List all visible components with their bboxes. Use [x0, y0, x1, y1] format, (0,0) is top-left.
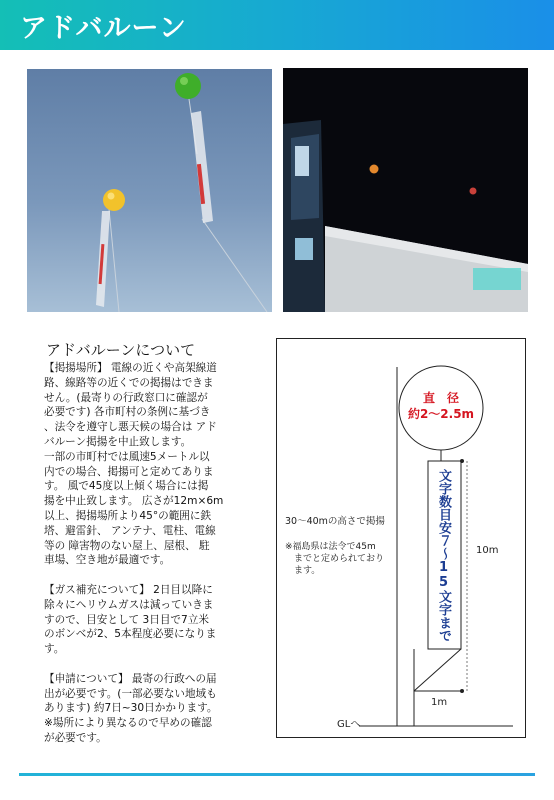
green-balloon-banner	[191, 111, 213, 223]
gas-refill-paragraph: 【ガス補充について】 2日目以降に 除々にヘリウムガスは減っていきま すので、目安として 3日目で7立米 のボンベが2、5本程度必要になりま す。	[44, 583, 217, 656]
ground-level-text: GL	[337, 719, 351, 730]
info-text-block	[44, 341, 250, 746]
guide-line	[414, 649, 461, 691]
paragraph-spacer	[44, 657, 250, 672]
fukushima-note: ※福島県は法令で45m までと定められており ます。	[285, 542, 385, 576]
anchor-line	[202, 219, 267, 312]
location-paragraph: 【掲揚場所】 電線の近くや高架線道 路、線路等の近くでの掲揚はできま せん。(最寄りの行政窓口に確認が 必要です) 各市町村の条例に基づき 、法令を遵守し悪天候の場合は アド バルーン掲揚を中止致します。 一部の市町村では風速5メートル以 内での場合、掲揚可と定めてありま す。 風で45度以上傾く場合には掲 揚を中止致します。 広さが12m×6m 以上、掲揚場所より45°の範囲に鉄 塔、避雷針、 アンテナ、電柱、電線 等の 障害物のない屋上、屋根、 駐 車場、空き地が最適です。	[44, 362, 224, 567]
application-paragraph: 【申請について】 最寄の行政への届 出が必要です。(一部必要ない地域も あります) 約7日~30日かかります。 ※場所により異なるので早めの確認 が必要です。	[44, 672, 218, 744]
red-night-balloon	[470, 188, 477, 195]
ground-level-label	[337, 719, 360, 731]
green-balloon-highlight	[180, 77, 188, 85]
tower-light	[295, 146, 309, 176]
tower-light-lower	[295, 238, 313, 260]
green-balloon	[175, 73, 201, 99]
nighttime-photo-illustration	[283, 68, 528, 312]
dimension-dot-top	[460, 459, 464, 463]
page-title: アドバルーン	[20, 13, 187, 44]
yellow-balloon-highlight	[108, 193, 115, 200]
banner-character-count-label: 文字数目安７〜15文字まで	[436, 469, 451, 642]
ground-level-arrow-icon: へ	[350, 719, 361, 730]
lit-window	[473, 268, 521, 290]
paragraph-spacer	[44, 568, 250, 583]
daytime-balloons-photo	[27, 69, 272, 312]
daytime-photo-illustration	[27, 69, 272, 312]
nighttime-balloons-photo	[283, 68, 528, 312]
orange-night-balloon	[370, 165, 379, 174]
one-meter-label: 1m	[431, 697, 448, 708]
section-heading: アドバルーンについて	[46, 341, 196, 359]
yellow-balloon	[103, 189, 125, 211]
balloon-diameter-label	[399, 390, 483, 422]
balloon-diameter-text: 直 径 約2〜2.5m	[407, 391, 475, 421]
balloon-diagram	[276, 338, 526, 738]
title-banner	[0, 0, 554, 50]
yellow-balloon-tether	[109, 209, 119, 312]
footer-divider	[19, 773, 535, 776]
height-note: 30〜40mの高さで掲揚	[285, 516, 385, 527]
ten-meter-label: 10m	[476, 545, 499, 556]
